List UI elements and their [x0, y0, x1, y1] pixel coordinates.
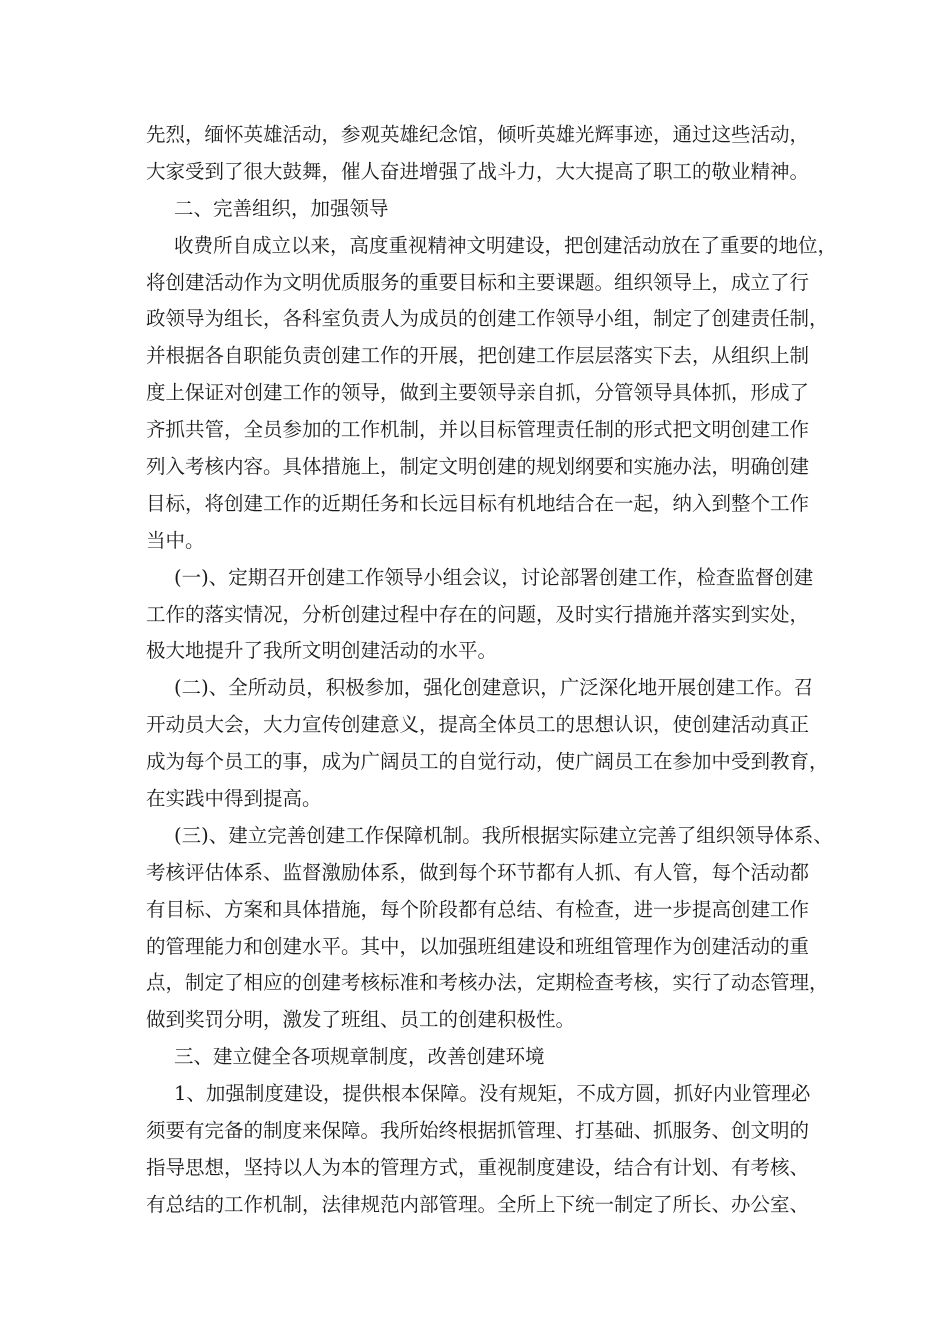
text-line: 成为每个员工的事，成为广阔员工的自觉行动，使广阔员工在参加中受到教育， [146, 750, 829, 774]
text-line: 齐抓共管，全员参加的工作机制，并以目标管理责任制的形式把文明创建工作 [146, 418, 810, 442]
text-line: 度上保证对创建工作的领导，做到主要领导亲自抓，分管领导具体抓，形成了 [146, 381, 810, 405]
text-line: 开动员大会，大力宣传创建意义，提高全体员工的思想认识，使创建活动真正 [146, 713, 810, 737]
text-line: 考核评估体系、监督激励体系，做到每个环节都有人抓、有人管，每个活动都 [146, 860, 810, 884]
text-line: 目标，将创建工作的近期任务和长远目标有机地结合在一起，纳入到整个工作 [146, 491, 810, 515]
text-line: 有总结的工作机制，法律规范内部管理。全所上下统一制定了所长、办公室、 [146, 1192, 810, 1216]
text-line: 列入考核内容。具体措施上，制定文明创建的规划纲要和实施办法，明确创建 [146, 455, 810, 479]
text-line: 将创建活动作为文明优质服务的重要目标和主要课题。组织领导上，成立了行 [146, 270, 810, 294]
text-line: 并根据各自职能负责创建工作的开展，把创建工作层层落实下去，从组织上制 [146, 344, 810, 368]
text-line: 点，制定了相应的创建考核标准和考核办法，定期检查考核，实行了动态管理， [146, 971, 829, 995]
text-line: 当中。 [146, 528, 205, 552]
text-line: 二、完善组织，加强领导 [174, 196, 389, 220]
text-line: 在实践中得到提高。 [146, 787, 322, 811]
text-line: 三、建立健全各项规章制度，改善创建环境 [174, 1045, 545, 1069]
text-line: 1、加强制度建设，提供根本保障。没有规矩，不成方圆，抓好内业管理必 [174, 1082, 811, 1106]
text-line: 大家受到了很大鼓舞，催人奋进增强了战斗力，大大提高了职工的敬业精神。 [146, 159, 810, 183]
text-line: 收费所自成立以来，高度重视精神文明建设，把创建活动放在了重要的地位， [174, 233, 838, 257]
text-line: (二)、全所动员，积极参加，强化创建意识，广泛深化地开展创建工作。召 [174, 676, 814, 700]
text-line: 须要有完备的制度来保障。我所始终根据抓管理、打基础、抓服务、创文明的 [146, 1119, 810, 1143]
document-body [146, 117, 836, 1224]
text-line: 工作的落实情况，分析创建过程中存在的问题，及时实行措施并落实到实处， [146, 602, 810, 626]
text-line: 指导思想，坚持以人为本的管理方式，重视制度建设，结合有计划、有考核、 [146, 1155, 810, 1179]
text-line: 极大地提升了我所文明创建活动的水平。 [146, 639, 498, 663]
text-line: 有目标、方案和具体措施，每个阶段都有总结、有检查，进一步提高创建工作 [146, 897, 810, 921]
text-line: (三)、建立完善创建工作保障机制。我所根据实际建立完善了组织领导体系、 [174, 823, 833, 847]
text-line: 先烈，缅怀英雄活动，参观英雄纪念馆，倾听英雄光辉事迹，通过这些活动， [146, 123, 810, 146]
text-line: 的管理能力和创建水平。其中，以加强班组建设和班组管理作为创建活动的重 [146, 934, 810, 958]
text-line: (一)、定期召开创建工作领导小组会议，讨论部署创建工作，检查监督创建 [174, 565, 814, 589]
text-line: 政领导为组长，各科室负责人为成员的创建工作领导小组，制定了创建责任制， [146, 307, 829, 331]
text-line: 做到奖罚分明，激发了班组、员工的创建积极性。 [146, 1008, 576, 1032]
